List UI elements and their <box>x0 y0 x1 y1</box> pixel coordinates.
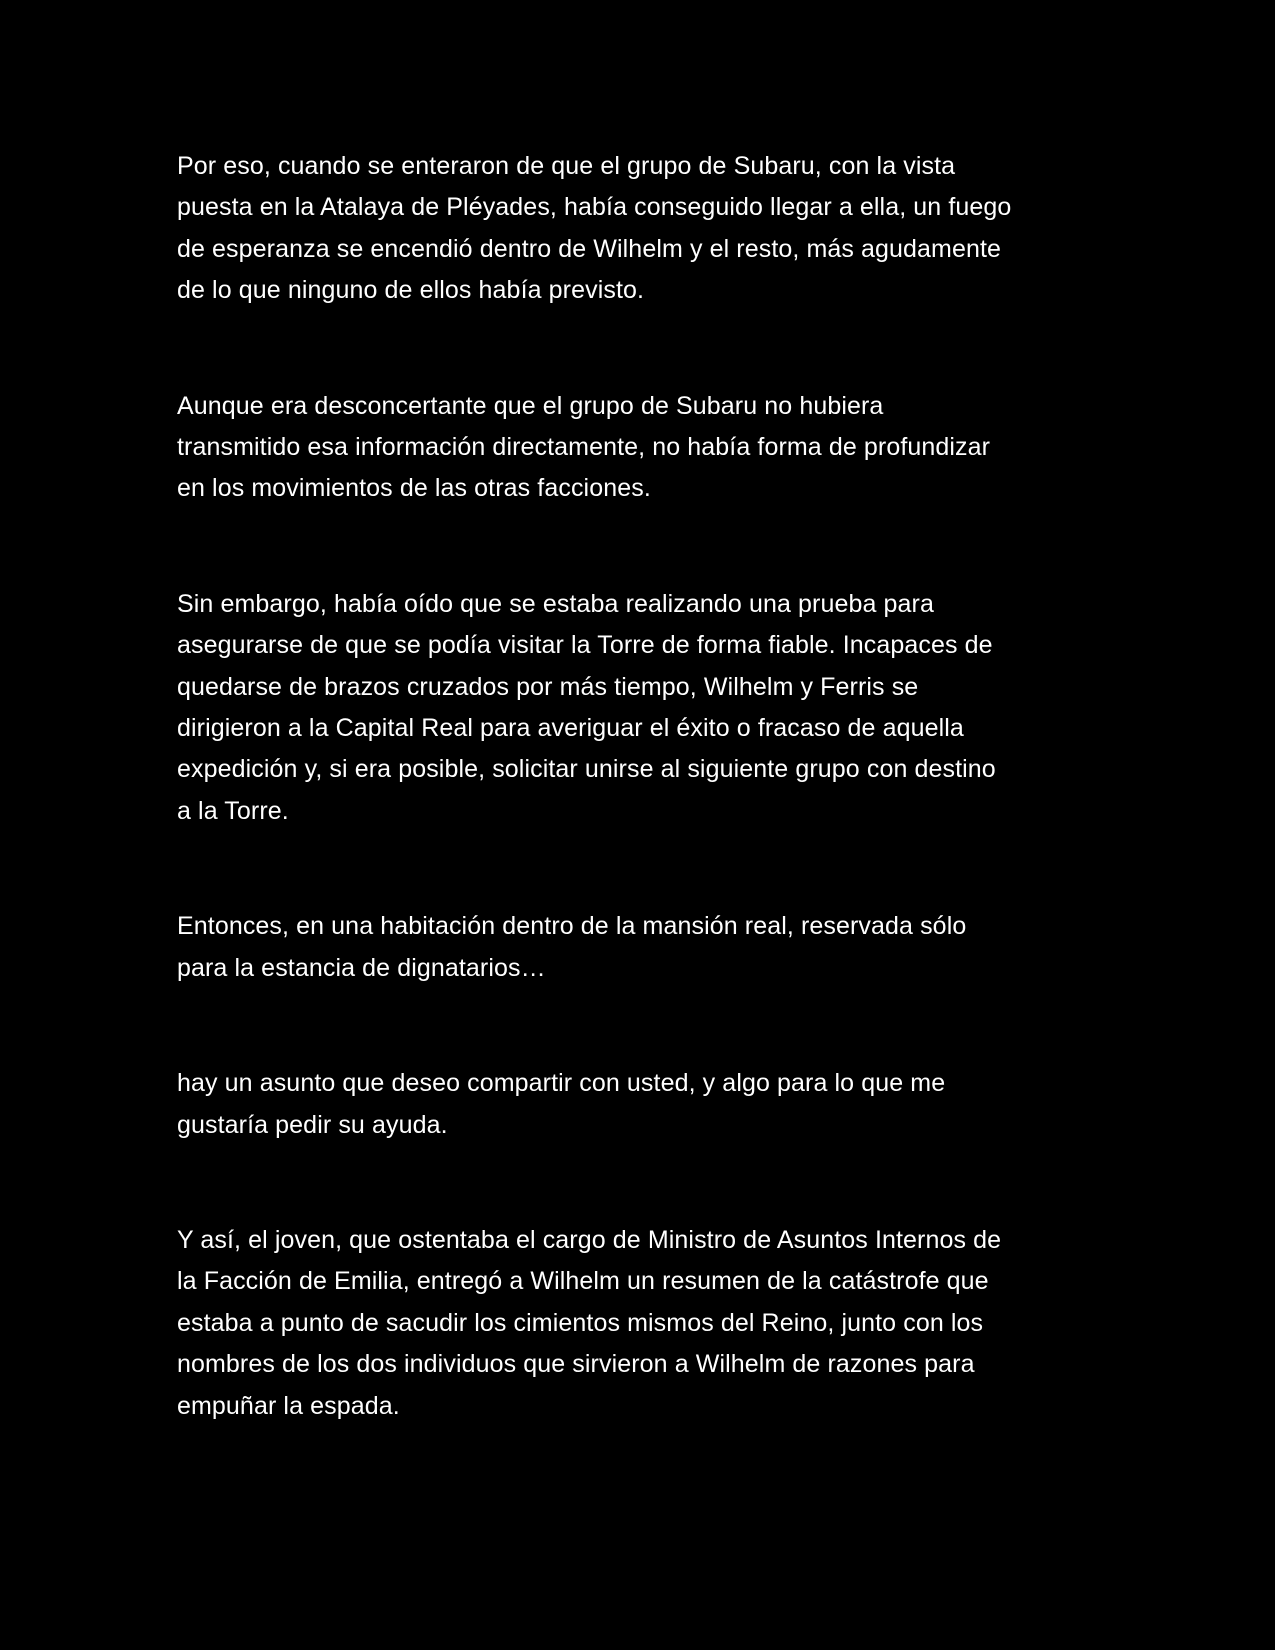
paragraph-1: Por eso, cuando se enteraron de que el grupo de Subaru, con la vista puesta en la Atalaya de Pléyades, había conseguido llegar a ella, un fuego de esperanza se encendió dentro de Wilhelm y el resto, más agudamente de lo que ninguno de ellos había previsto. <box>177 152 1012 305</box>
paragraph-2: Aunque era desconcertante que el grupo de Subaru no hubiera transmitido esa información directamente, no había forma de profundizar en los movimientos de las otras facciones. <box>177 391 991 503</box>
paragraph-6: Y así, el joven, que ostentaba el cargo de Ministro de Asuntos Internos de la Facción de Emilia, entregó a Wilhelm un resumen de la catástrofe que estaba a punto de sacudir los cimientos mismos del Reino, junto con los nombres de los dos individuos que sirvieron a Wilhelm de razones para empuñar la espada. <box>177 1225 1002 1420</box>
paragraph-5: hay un asunto que deseo compartir con usted, y algo para lo que me gustaría pedir su ayuda. <box>177 1069 946 1139</box>
text-column <box>177 146 1107 1427</box>
paragraph-4: Entonces, en una habitación dentro de la mansión real, reservada sólo para la estancia de dignatarios… <box>177 912 967 982</box>
paragraph-3: Sin embargo, había oído que se estaba realizando una prueba para asegurarse de que se podía visitar la Torre de forma fiable. Incapaces de quedarse de brazos cruzados por más tiempo, Wilhelm y Ferris se dirigieron a la Capital Real para averiguar el éxito o fracaso de aquella expedición y, si era posible, solicitar unirse al siguiente grupo con destino a la Torre. <box>177 589 996 825</box>
